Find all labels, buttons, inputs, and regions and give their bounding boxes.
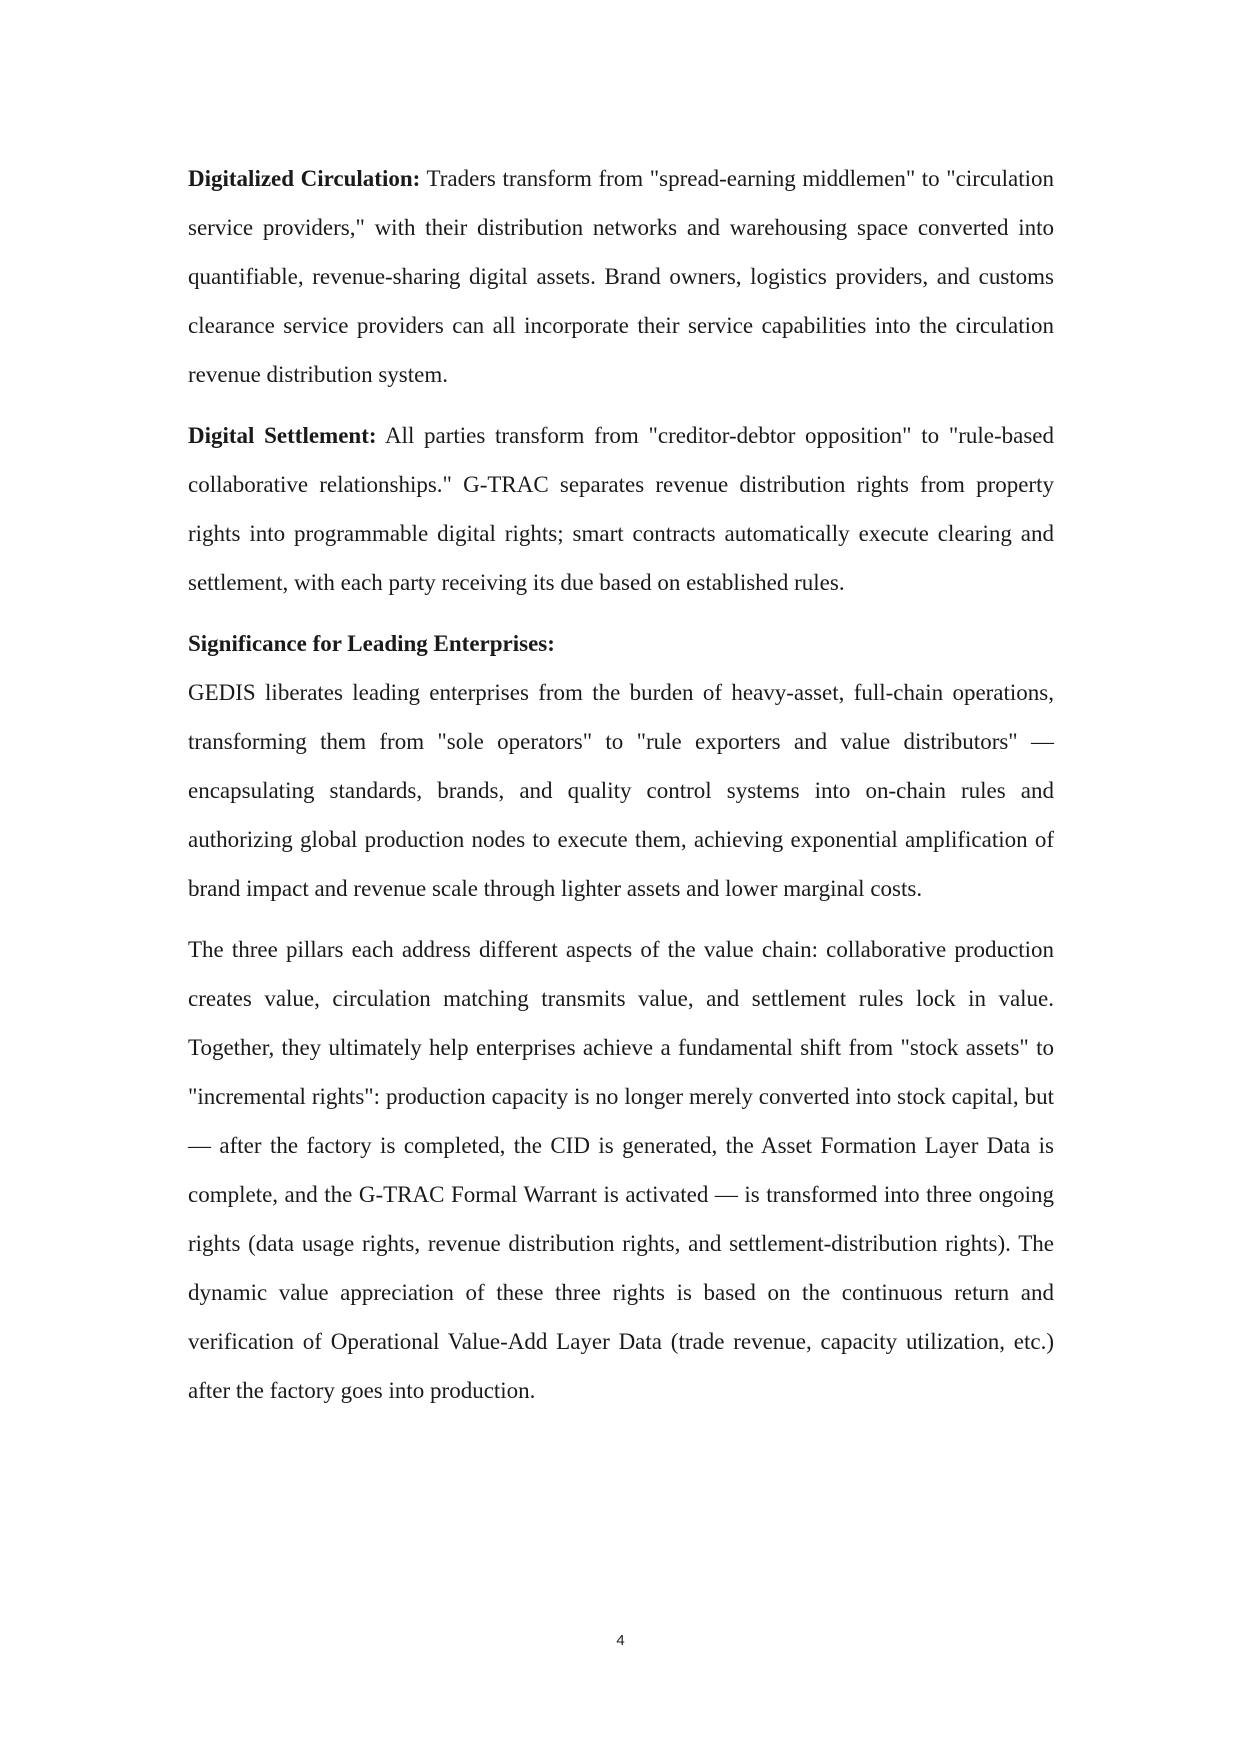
paragraph-digital-settlement <box>188 411 1054 607</box>
page-number: 4 <box>616 1632 625 1649</box>
paragraph-three-pillars: The three pillars each address different aspects of the value chain: collaborative production creates value, circulation matching transmits value, and settlement rules lock in value. Together, they ultimately help enterprises achieve a fundamental shift from "stock assets" to "incremental rights": production capacity is no longer merely converted into stock capital, but — after the factory is completed, the CID is generated, the Asset Formation Layer Data is complete, and the G-TRAC Formal Warrant is activated — is transformed into three ongoing rights (data usage rights, revenue distribution rights, and settlement-distribution rights). The dynamic value appreciation of these three rights is based on the continuous return and verification of Operational Value-Add Layer Data (trade revenue, capacity utilization, etc.) after the factory goes into production. <box>188 937 1054 1403</box>
paragraph-digitalized-circulation <box>188 154 1054 399</box>
digital-settlement-text: All parties transform from "creditor-debtor opposition" to "rule-based collaborative relationships." G-TRAC separates revenue distribution rights from property rights into programmable digital rights; smart contracts automatically execute clearing and settlement, with each party receiving its due based on established rules. <box>188 423 1054 595</box>
document-body <box>188 154 1054 1427</box>
digital-settlement-label: Digital Settlement: <box>188 423 377 448</box>
digitalized-circulation-label: Digitalized Circulation: <box>188 166 421 191</box>
digitalized-circulation-text: Traders transform from "spread-earning middlemen" to "circulation service providers," with their distribution networks and warehousing space converted into quantifiable, revenue-sharing digital assets. Brand owners, logistics providers, and customs clearance service providers can all incorporate their service capabilities into the circulation revenue distribution system. <box>188 166 1054 387</box>
paragraph-significance: GEDIS liberates leading enterprises from the burden of heavy-asset, full-chain operations, transforming them from "sole operators" to "rule exporters and value distributors" — encapsulating standards, brands, and quality control systems into on-chain rules and authorizing global production nodes to execute them, achieving exponential amplification of brand impact and revenue scale through lighter assets and lower marginal costs. <box>188 680 1054 901</box>
significance-heading: Significance for Leading Enterprises: <box>188 631 555 656</box>
